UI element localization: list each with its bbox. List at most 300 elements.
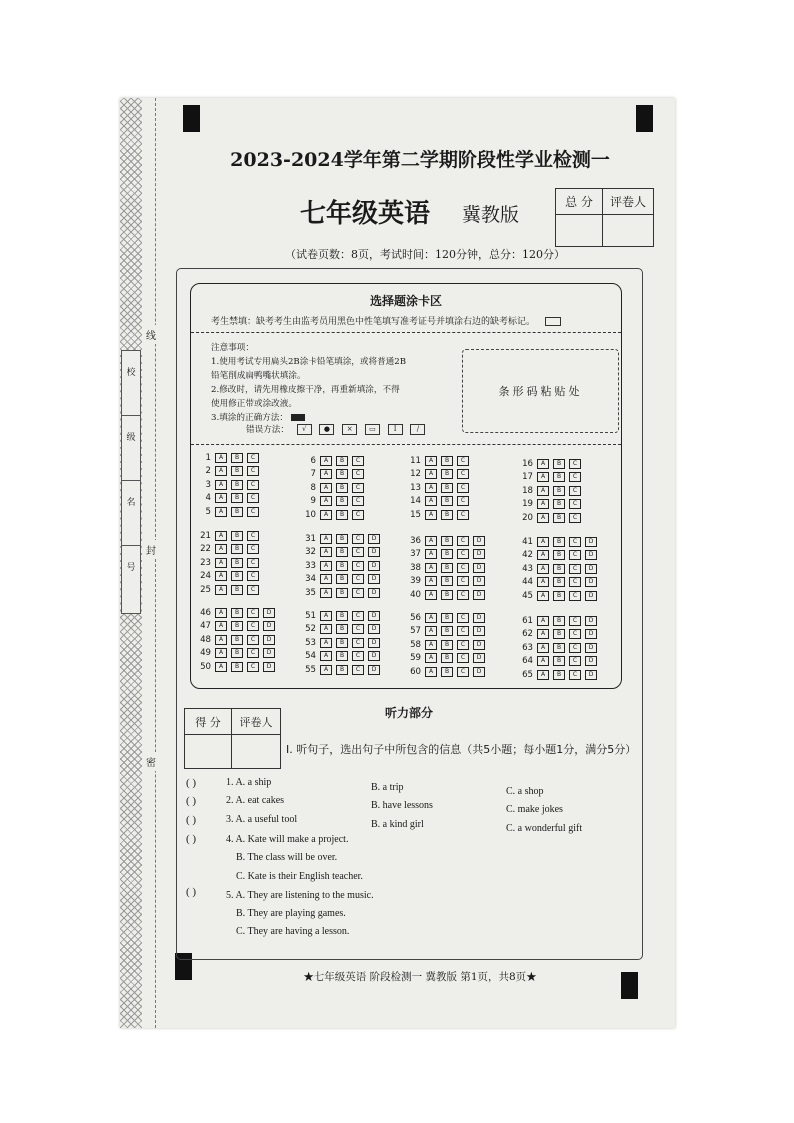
- answer-bubble-d[interactable]: D: [263, 608, 275, 618]
- answer-bubble-a[interactable]: A: [320, 496, 332, 506]
- answer-bubble-a[interactable]: A: [320, 510, 332, 520]
- question-number: 14: [410, 496, 421, 507]
- answer-bubble-a[interactable]: A: [425, 469, 437, 479]
- answer-bubble-b[interactable]: B: [553, 537, 565, 547]
- student-info-box: [121, 350, 141, 614]
- answer-bubble-a[interactable]: A: [425, 483, 437, 493]
- answer-bubble-a[interactable]: A: [425, 667, 437, 677]
- answer-bubble-c[interactable]: C: [569, 537, 581, 547]
- answer-bubble-b[interactable]: B: [336, 534, 348, 544]
- answer-bubble-a[interactable]: A: [537, 629, 549, 639]
- answer-bubble-c[interactable]: C: [457, 549, 469, 559]
- answer-bubble-d[interactable]: D: [473, 640, 485, 650]
- question-number: 5: [205, 506, 211, 517]
- question-number: 63: [522, 642, 533, 653]
- answer-bubble-a[interactable]: A: [425, 613, 437, 623]
- answer-bubble-a[interactable]: A: [537, 472, 549, 482]
- answer-row: [191, 466, 263, 477]
- answer-bubble-d[interactable]: D: [263, 635, 275, 645]
- question-number: 25: [200, 584, 211, 595]
- answer-bubble-a[interactable]: A: [537, 577, 549, 587]
- answer-bubble-d[interactable]: D: [473, 667, 485, 677]
- answer-bubble-b[interactable]: B: [441, 510, 453, 520]
- answer-bubble-a[interactable]: A: [425, 549, 437, 559]
- answer-bubble-c[interactable]: C: [247, 585, 259, 595]
- exam-info: （试卷页数：8页，考试时间：120分钟，总分：120分）: [285, 248, 565, 261]
- answer-bubble-a[interactable]: A: [215, 558, 227, 568]
- answer-bubble-a[interactable]: A: [215, 507, 227, 517]
- answer-bubble-c[interactable]: C: [569, 643, 581, 653]
- answer-bubble-b[interactable]: B: [553, 629, 565, 639]
- answer-bubble-d[interactable]: D: [585, 629, 597, 639]
- answer-bubble-d[interactable]: D: [585, 616, 597, 626]
- answer-row: [401, 562, 489, 573]
- answer-bubble-b[interactable]: B: [553, 591, 565, 601]
- answer-bubble-c[interactable]: C: [247, 662, 259, 672]
- answer-bubble-c[interactable]: C: [457, 469, 469, 479]
- answer-bubble-c[interactable]: C: [352, 469, 364, 479]
- answer-row: [401, 482, 473, 493]
- answer-bubble-d[interactable]: D: [473, 549, 485, 559]
- question-number: 61: [522, 615, 533, 626]
- answer-bubble-c[interactable]: C: [569, 499, 581, 509]
- answer-bubble-b[interactable]: B: [231, 608, 243, 618]
- answer-bubble-d[interactable]: D: [368, 547, 380, 557]
- answer-bubble-c[interactable]: C: [352, 496, 364, 506]
- answer-row: [296, 496, 368, 507]
- answer-blank[interactable]: ( ): [186, 795, 197, 807]
- answer-bubble-c[interactable]: C: [457, 576, 469, 586]
- divider: [191, 444, 621, 445]
- answer-bubble-c[interactable]: C: [569, 459, 581, 469]
- answer-bubble-c[interactable]: C: [352, 561, 364, 571]
- question-number: 48: [200, 634, 211, 645]
- answer-bubble-d[interactable]: D: [263, 662, 275, 672]
- answer-bubble-c[interactable]: C: [457, 510, 469, 520]
- question-number: 58: [410, 639, 421, 650]
- answer-bubble-c[interactable]: C: [569, 629, 581, 639]
- answer-bubble-b[interactable]: B: [231, 531, 243, 541]
- absence-warning: 考生禁填：缺考考生由监考员用黑色中性笔填写准考证号并填涂右边的缺考标记。: [211, 314, 561, 327]
- question-stem: 4. A. Kate will make a project.: [226, 834, 349, 845]
- answer-bubble-a[interactable]: A: [215, 585, 227, 595]
- answer-bubble-a[interactable]: A: [215, 608, 227, 618]
- answer-bubble-a[interactable]: A: [320, 534, 332, 544]
- answer-bubble-b[interactable]: B: [336, 611, 348, 621]
- answer-bubble-c[interactable]: C: [352, 456, 364, 466]
- answer-bubble-a[interactable]: A: [425, 536, 437, 546]
- answer-bubble-b[interactable]: B: [336, 665, 348, 675]
- answer-bubble-b[interactable]: B: [231, 585, 243, 595]
- answer-bubble-d[interactable]: D: [585, 670, 597, 680]
- answer-bubble-d[interactable]: D: [368, 574, 380, 584]
- answer-bubble-a[interactable]: A: [537, 643, 549, 653]
- answer-bubble-a[interactable]: A: [425, 640, 437, 650]
- answer-bubble-d[interactable]: D: [368, 624, 380, 634]
- answer-row: [191, 634, 279, 645]
- answer-bubble-a[interactable]: A: [537, 513, 549, 523]
- answer-bubble-c[interactable]: C: [247, 558, 259, 568]
- answer-bubble-a[interactable]: A: [320, 483, 332, 493]
- answer-bubble-a[interactable]: A: [320, 638, 332, 648]
- option-c: C. They are having a lesson.: [236, 926, 350, 937]
- answer-blank[interactable]: ( ): [186, 777, 197, 789]
- answer-bubble-a[interactable]: A: [215, 480, 227, 490]
- barcode-area: 条形码粘贴处: [462, 349, 619, 433]
- question-number: 18: [522, 485, 533, 496]
- answer-bubble-c[interactable]: C: [352, 651, 364, 661]
- answer-bubble-a[interactable]: A: [425, 563, 437, 573]
- answer-bubble-b[interactable]: B: [336, 496, 348, 506]
- answer-row: [191, 557, 263, 568]
- question-number: 57: [410, 626, 421, 637]
- question-number: 6: [310, 455, 316, 466]
- answer-bubble-b[interactable]: B: [553, 643, 565, 653]
- answer-bubble-b[interactable]: B: [553, 513, 565, 523]
- answer-bubble-c[interactable]: C: [352, 611, 364, 621]
- answer-bubble-c[interactable]: C: [569, 472, 581, 482]
- answer-bubble-b[interactable]: B: [553, 459, 565, 469]
- answer-bubble-a[interactable]: A: [215, 453, 227, 463]
- answer-bubble-b[interactable]: B: [553, 616, 565, 626]
- answer-bubble-a[interactable]: A: [537, 616, 549, 626]
- answer-bubble-a[interactable]: A: [537, 550, 549, 560]
- answer-bubble-a[interactable]: A: [537, 564, 549, 574]
- answer-bubble-c[interactable]: C: [457, 496, 469, 506]
- answer-bubble-a[interactable]: A: [320, 588, 332, 598]
- answer-bubble-a[interactable]: A: [320, 561, 332, 571]
- answer-bubble-d[interactable]: D: [368, 638, 380, 648]
- answer-bubble-d[interactable]: D: [585, 550, 597, 560]
- answer-bubble-b[interactable]: B: [336, 456, 348, 466]
- answer-bubble-b[interactable]: B: [441, 613, 453, 623]
- answer-bubble-a[interactable]: A: [537, 486, 549, 496]
- answer-bubble-d[interactable]: D: [585, 577, 597, 587]
- note-line: 1.使用考试专用扁头2B涂卡铅笔填涂，或将普通2B: [211, 357, 407, 367]
- answer-bubble-b[interactable]: B: [553, 564, 565, 574]
- answer-bubble-a[interactable]: A: [320, 469, 332, 479]
- answer-bubble-a[interactable]: A: [425, 496, 437, 506]
- answer-bubble-a[interactable]: A: [537, 656, 549, 666]
- notes-title: 注意事项：: [211, 343, 254, 353]
- answer-bubble-d[interactable]: D: [473, 563, 485, 573]
- answer-bubble-c[interactable]: C: [247, 648, 259, 658]
- question-number: 51: [305, 610, 316, 621]
- answer-bubble-d[interactable]: D: [585, 564, 597, 574]
- answer-bubble-a[interactable]: A: [320, 624, 332, 634]
- answer-bubble-b[interactable]: B: [441, 536, 453, 546]
- answer-bubble-c[interactable]: C: [352, 574, 364, 584]
- question-number: 24: [200, 571, 211, 582]
- answer-bubble-c[interactable]: C: [569, 616, 581, 626]
- answer-bubble-a[interactable]: A: [320, 456, 332, 466]
- answer-bubble-c[interactable]: C: [569, 564, 581, 574]
- answer-bubble-c[interactable]: C: [569, 591, 581, 601]
- answer-bubble-c[interactable]: C: [247, 453, 259, 463]
- answer-bubble-a[interactable]: A: [320, 665, 332, 675]
- question-number: 55: [305, 664, 316, 675]
- answer-bubble-c[interactable]: C: [247, 635, 259, 645]
- answer-bubble-d[interactable]: D: [368, 665, 380, 675]
- answer-bubble-d[interactable]: D: [585, 643, 597, 653]
- answer-bubble-a[interactable]: A: [425, 456, 437, 466]
- answer-bubble-d[interactable]: D: [263, 648, 275, 658]
- answer-blank[interactable]: ( ): [186, 814, 197, 826]
- answer-bubble-a[interactable]: A: [320, 574, 332, 584]
- answer-bubble-b[interactable]: B: [336, 651, 348, 661]
- answer-bubble-b[interactable]: B: [336, 574, 348, 584]
- answer-bubble-b[interactable]: B: [231, 544, 243, 554]
- answer-bubble-c[interactable]: C: [247, 466, 259, 476]
- answer-bubble-a[interactable]: A: [215, 493, 227, 503]
- answer-bubble-b[interactable]: B: [231, 466, 243, 476]
- answer-bubble-a[interactable]: A: [537, 591, 549, 601]
- total-score-cell[interactable]: [556, 215, 603, 247]
- answer-bubble-b[interactable]: B: [336, 469, 348, 479]
- answer-bubble-c[interactable]: C: [457, 483, 469, 493]
- answer-bubble-a[interactable]: A: [215, 571, 227, 581]
- answer-bubble-c[interactable]: C: [247, 621, 259, 631]
- answer-bubble-b[interactable]: B: [553, 472, 565, 482]
- answer-bubble-a[interactable]: A: [537, 499, 549, 509]
- grader-cell[interactable]: [232, 735, 281, 769]
- answer-bubble-c[interactable]: C: [352, 534, 364, 544]
- answer-bubble-b[interactable]: B: [441, 549, 453, 559]
- answer-bubble-a[interactable]: A: [215, 466, 227, 476]
- question-number: 56: [410, 612, 421, 623]
- answer-bubble-a[interactable]: A: [215, 621, 227, 631]
- answer-bubble-b[interactable]: B: [231, 571, 243, 581]
- answer-bubble-c[interactable]: C: [247, 571, 259, 581]
- answer-bubble-c[interactable]: C: [247, 608, 259, 618]
- answer-bubble-b[interactable]: B: [231, 662, 243, 672]
- answer-row: [513, 590, 601, 601]
- answer-bubble-d[interactable]: D: [473, 653, 485, 663]
- answer-bubble-b[interactable]: B: [231, 480, 243, 490]
- answer-bubble-a[interactable]: A: [215, 544, 227, 554]
- score-cell[interactable]: [185, 735, 232, 769]
- answer-row: [191, 493, 263, 504]
- question-number: 64: [522, 656, 533, 667]
- answer-bubble-c[interactable]: C: [247, 507, 259, 517]
- answer-bubble-a[interactable]: A: [425, 626, 437, 636]
- answer-bubble-b[interactable]: B: [231, 507, 243, 517]
- class-field: 级: [122, 416, 140, 481]
- answer-bubble-b[interactable]: B: [336, 638, 348, 648]
- answer-bubble-b[interactable]: B: [553, 550, 565, 560]
- answer-bubble-c[interactable]: C: [247, 493, 259, 503]
- answer-bubble-c[interactable]: C: [457, 653, 469, 663]
- answer-bubble-c[interactable]: C: [352, 665, 364, 675]
- question-number: 52: [305, 624, 316, 635]
- question-number: 60: [410, 666, 421, 677]
- answer-bubble-b[interactable]: B: [231, 493, 243, 503]
- answer-bubble-d[interactable]: D: [473, 613, 485, 623]
- answer-row: [513, 536, 601, 547]
- answer-bubble-a[interactable]: A: [215, 531, 227, 541]
- answer-bubble-b[interactable]: B: [553, 656, 565, 666]
- answer-bubble-b[interactable]: B: [231, 453, 243, 463]
- answer-bubble-b[interactable]: B: [336, 624, 348, 634]
- question-number: 45: [522, 590, 533, 601]
- answer-bubble-c[interactable]: C: [352, 510, 364, 520]
- answer-bubble-c[interactable]: C: [352, 638, 364, 648]
- answer-bubble-a[interactable]: A: [425, 510, 437, 520]
- answer-bubble-a[interactable]: A: [215, 648, 227, 658]
- grader-cell[interactable]: [603, 215, 654, 247]
- answer-bubble-d[interactable]: D: [368, 611, 380, 621]
- answer-bubble-c[interactable]: C: [569, 656, 581, 666]
- answer-bubble-c[interactable]: C: [457, 640, 469, 650]
- absence-mark-box[interactable]: [545, 317, 561, 326]
- answer-row: [513, 458, 585, 469]
- answer-blank[interactable]: ( ): [186, 886, 197, 898]
- answer-bubble-b[interactable]: B: [553, 577, 565, 587]
- question-number: 33: [305, 560, 316, 571]
- answer-bubble-c[interactable]: C: [457, 536, 469, 546]
- answer-bubble-d[interactable]: D: [473, 576, 485, 586]
- answer-row: [296, 651, 384, 662]
- wrong-mark: /: [410, 424, 425, 435]
- answer-bubble-a[interactable]: A: [320, 651, 332, 661]
- answer-bubble-d[interactable]: D: [368, 561, 380, 571]
- answer-bubble-b[interactable]: B: [553, 499, 565, 509]
- answer-bubble-b[interactable]: B: [441, 469, 453, 479]
- answer-bubble-c[interactable]: C: [352, 547, 364, 557]
- answer-bubble-a[interactable]: A: [537, 670, 549, 680]
- answer-bubble-c[interactable]: C: [569, 577, 581, 587]
- answer-bubble-c[interactable]: C: [569, 550, 581, 560]
- correct-method: 3.填涂的正确方法：: [211, 411, 446, 425]
- answer-bubble-d[interactable]: D: [368, 651, 380, 661]
- question-number: 31: [305, 533, 316, 544]
- answer-bubble-c[interactable]: C: [352, 624, 364, 634]
- answer-bubble-c[interactable]: C: [247, 480, 259, 490]
- answer-row: [296, 560, 384, 571]
- answer-bubble-a[interactable]: A: [320, 611, 332, 621]
- answer-bubble-d[interactable]: D: [368, 588, 380, 598]
- wrong-mark: ●: [319, 424, 334, 435]
- question-number: 9: [310, 496, 316, 507]
- answer-bubble-b[interactable]: B: [441, 653, 453, 663]
- answer-bubble-c[interactable]: C: [457, 456, 469, 466]
- answer-bubble-c[interactable]: C: [457, 563, 469, 573]
- question-stem: 3. A. a useful tool: [226, 814, 298, 825]
- answer-bubble-c[interactable]: C: [569, 513, 581, 523]
- answer-bubble-b[interactable]: B: [441, 576, 453, 586]
- option-b: B. They are playing games.: [236, 908, 346, 919]
- answer-row: [296, 574, 384, 585]
- answer-row: [401, 612, 489, 623]
- answer-bubble-c[interactable]: C: [352, 483, 364, 493]
- answer-bubble-b[interactable]: B: [441, 640, 453, 650]
- answer-bubble-a[interactable]: A: [425, 576, 437, 586]
- wrong-mark: ▭: [365, 424, 380, 435]
- answer-bubble-c[interactable]: C: [457, 613, 469, 623]
- answer-bubble-b[interactable]: B: [336, 561, 348, 571]
- answer-bubble-b[interactable]: B: [441, 456, 453, 466]
- option-c: C. a shop: [506, 786, 544, 797]
- question-number: 46: [200, 607, 211, 618]
- answer-bubble-c[interactable]: C: [457, 626, 469, 636]
- answer-bubble-a[interactable]: A: [215, 635, 227, 645]
- question-number: 43: [522, 563, 533, 574]
- answer-bubble-b[interactable]: B: [441, 667, 453, 677]
- answer-bubble-d[interactable]: D: [585, 591, 597, 601]
- answer-blank[interactable]: ( ): [186, 833, 197, 845]
- option-c: C. a wonderful gift: [506, 823, 583, 834]
- answer-bubble-c[interactable]: C: [457, 590, 469, 600]
- registration-mark: [636, 105, 653, 132]
- answer-bubble-b[interactable]: B: [441, 626, 453, 636]
- question-number: 53: [305, 637, 316, 648]
- question-number: 19: [522, 499, 533, 510]
- answer-bubble-b[interactable]: B: [336, 547, 348, 557]
- answer-bubble-b[interactable]: B: [231, 648, 243, 658]
- option-b: B. have lessons: [371, 800, 433, 811]
- answer-bubble-b[interactable]: B: [553, 486, 565, 496]
- answer-bubble-d[interactable]: D: [585, 656, 597, 666]
- answer-bubble-b[interactable]: B: [553, 670, 565, 680]
- answer-bubble-c[interactable]: C: [247, 531, 259, 541]
- answer-bubble-a[interactable]: A: [425, 590, 437, 600]
- answer-row: [401, 576, 489, 587]
- answer-bubble-b[interactable]: B: [336, 483, 348, 493]
- answer-bubble-b[interactable]: B: [231, 621, 243, 631]
- answer-card-title: 选择题涂卡区: [369, 294, 442, 308]
- question-number: 39: [410, 576, 421, 587]
- answer-bubble-d[interactable]: D: [473, 590, 485, 600]
- answer-bubble-d[interactable]: D: [368, 534, 380, 544]
- answer-bubble-b[interactable]: B: [336, 588, 348, 598]
- answer-row: [513, 615, 601, 626]
- answer-bubble-c[interactable]: C: [247, 544, 259, 554]
- answer-bubble-c[interactable]: C: [457, 667, 469, 677]
- answer-bubble-b[interactable]: B: [441, 483, 453, 493]
- answer-row: [296, 637, 384, 648]
- answer-bubble-b[interactable]: B: [441, 590, 453, 600]
- binding-dashed-line: [155, 98, 156, 1028]
- question-stem: 2. A. eat cakes: [226, 795, 285, 806]
- answer-bubble-b[interactable]: B: [231, 558, 243, 568]
- question-number: 62: [522, 629, 533, 640]
- answer-row: [513, 472, 585, 483]
- answer-bubble-b[interactable]: B: [336, 510, 348, 520]
- answer-bubble-b[interactable]: B: [231, 635, 243, 645]
- answer-bubble-c[interactable]: C: [569, 670, 581, 680]
- answer-bubble-c[interactable]: C: [569, 486, 581, 496]
- answer-bubble-a[interactable]: A: [215, 662, 227, 672]
- answer-bubble-b[interactable]: B: [441, 496, 453, 506]
- answer-bubble-d[interactable]: D: [473, 626, 485, 636]
- answer-bubble-a[interactable]: A: [537, 459, 549, 469]
- answer-bubble-b[interactable]: B: [441, 563, 453, 573]
- option-c: C. make jokes: [506, 804, 563, 815]
- answer-bubble-a[interactable]: A: [425, 653, 437, 663]
- answer-bubble-a[interactable]: A: [537, 537, 549, 547]
- answer-bubble-d[interactable]: D: [585, 537, 597, 547]
- answer-bubble-c[interactable]: C: [352, 588, 364, 598]
- binding-seal2-label: 密: [146, 752, 156, 771]
- listening-score-table: [184, 708, 281, 769]
- answer-bubble-a[interactable]: A: [320, 547, 332, 557]
- answer-row: [401, 666, 489, 677]
- answer-bubble-d[interactable]: D: [263, 621, 275, 631]
- answer-bubble-d[interactable]: D: [473, 536, 485, 546]
- question-number: 44: [522, 577, 533, 588]
- question-number: 49: [200, 648, 211, 659]
- answer-row: [191, 530, 263, 541]
